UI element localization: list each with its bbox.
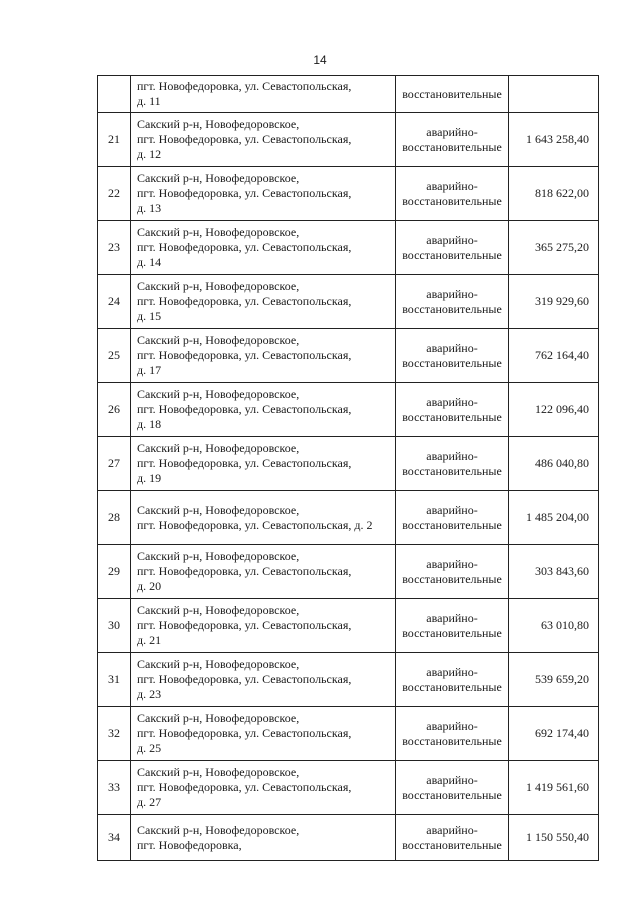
work-kind-cell — [396, 437, 509, 491]
amount-cell: 486 040,80 — [509, 437, 599, 491]
table-row — [98, 383, 599, 437]
work-kind-line: восстановительные — [402, 86, 502, 101]
amount-cell: 365 275,20 — [509, 221, 599, 275]
address-line: Сакский р-н, Новофедоровское, — [137, 603, 300, 617]
address-line: пгт. Новофедоровка, ул. Севастопольская, — [137, 348, 352, 362]
amount-cell: 303 843,60 — [509, 545, 599, 599]
table-row — [98, 545, 599, 599]
address-line: пгт. Новофедоровка, ул. Севастопольская, — [137, 240, 352, 254]
work-kind-cell — [396, 167, 509, 221]
amount-cell: 762 164,40 — [509, 329, 599, 383]
address-cell — [131, 221, 396, 275]
table-row — [98, 167, 599, 221]
work-kind-line: аварийно- — [426, 664, 478, 679]
address-line: пгт. Новофедоровка, ул. Севастопольская, — [137, 618, 352, 632]
table-row — [98, 275, 599, 329]
table-row-continued — [98, 76, 599, 113]
address-cell — [131, 167, 396, 221]
address-line: пгт. Новофедоровка, ул. Севастопольская, — [137, 456, 352, 470]
work-kind-cell — [396, 599, 509, 653]
row-number-cell: 30 — [98, 599, 131, 653]
row-number-cell: 25 — [98, 329, 131, 383]
address-cell — [131, 329, 396, 383]
work-kind-cell — [396, 221, 509, 275]
page-number: 14 — [313, 53, 327, 67]
address-line: Сакский р-н, Новофедоровское, — [137, 657, 300, 671]
works-table-body — [98, 76, 599, 861]
address-line: Сакский р-н, Новофедоровское, — [137, 279, 300, 293]
work-kind-line: аварийно- — [426, 610, 478, 625]
work-kind-line: аварийно- — [426, 822, 478, 837]
address-line: Сакский р-н, Новофедоровское, — [137, 333, 300, 347]
work-kind-line: восстановительные — [402, 679, 502, 694]
address-cell — [131, 815, 396, 861]
work-kind-line: восстановительные — [402, 571, 502, 586]
row-number-cell: 32 — [98, 707, 131, 761]
address-cell — [131, 599, 396, 653]
table-row — [98, 599, 599, 653]
address-line: д. 19 — [137, 471, 162, 485]
amount-cell: 539 659,20 — [509, 653, 599, 707]
address-line: д. 23 — [137, 687, 162, 701]
table-row — [98, 761, 599, 815]
work-kind-line: восстановительные — [402, 193, 502, 208]
address-line: пгт. Новофедоровка, ул. Севастопольская, — [137, 726, 352, 740]
address-cell — [131, 707, 396, 761]
address-line: Сакский р-н, Новофедоровское, — [137, 502, 300, 517]
work-kind-cell — [396, 329, 509, 383]
work-kind-line: восстановительные — [402, 733, 502, 748]
address-line: д. 18 — [137, 417, 162, 431]
address-line: Сакский р-н, Новофедоровское, — [137, 822, 300, 837]
amount-cell: 63 010,80 — [509, 599, 599, 653]
work-kind-line: восстановительные — [402, 625, 502, 640]
table-row — [98, 653, 599, 707]
address-cell — [131, 383, 396, 437]
table-row — [98, 707, 599, 761]
address-line: д. 13 — [137, 201, 162, 215]
row-number-cell: 24 — [98, 275, 131, 329]
address-line: д. 20 — [137, 579, 162, 593]
work-kind-line: восстановительные — [402, 787, 502, 802]
work-kind-line: аварийно- — [426, 718, 478, 733]
work-kind-cell — [396, 707, 509, 761]
row-number-cell: 22 — [98, 167, 131, 221]
address-line: Сакский р-н, Новофедоровское, — [137, 441, 300, 455]
address-line: д. 14 — [137, 255, 162, 269]
address-cell — [131, 113, 396, 167]
work-kind-line: аварийно- — [426, 124, 478, 139]
work-kind-line: восстановительные — [402, 463, 502, 478]
row-number-cell: 34 — [98, 815, 131, 861]
address-line: д. 17 — [137, 363, 162, 377]
work-kind-cell — [396, 815, 509, 861]
address-line: пгт. Новофедоровка, ул. Севастопольская, — [137, 186, 352, 200]
address-line: Сакский р-н, Новофедоровское, — [137, 387, 300, 401]
work-kind-line: аварийно- — [426, 502, 478, 517]
address-cell — [131, 275, 396, 329]
address-line: Сакский р-н, Новофедоровское, — [137, 171, 300, 185]
row-number-cell: 29 — [98, 545, 131, 599]
work-kind-line: аварийно- — [426, 178, 478, 193]
work-kind-cell — [396, 383, 509, 437]
address-line: Сакский р-н, Новофедоровское, — [137, 711, 300, 725]
work-kind-line: восстановительные — [402, 517, 502, 532]
amount-cell: 319 929,60 — [509, 275, 599, 329]
work-kind-cell — [396, 545, 509, 599]
address-line: д. 12 — [137, 147, 162, 161]
address-cell — [131, 76, 396, 113]
amount-cell: 1 485 204,00 — [509, 491, 599, 545]
address-line: д. 27 — [137, 795, 162, 809]
address-line: Сакский р-н, Новофедоровское, — [137, 117, 300, 131]
row-number-cell: 27 — [98, 437, 131, 491]
work-kind-line: аварийно- — [426, 448, 478, 463]
work-kind-line: восстановительные — [402, 139, 502, 154]
amount-cell: 122 096,40 — [509, 383, 599, 437]
address-line: д. 15 — [137, 309, 162, 323]
address-line: д. 25 — [137, 741, 162, 755]
work-kind-line: восстановительные — [402, 837, 502, 852]
amount-cell: 818 622,00 — [509, 167, 599, 221]
address-line: пгт. Новофедоровка, ул. Севастопольская, д. 2 — [137, 517, 373, 532]
address-line: пгт. Новофедоровка, ул. Севастопольская, — [137, 79, 352, 93]
table-row — [98, 221, 599, 275]
work-kind-cell — [396, 113, 509, 167]
address-cell — [131, 653, 396, 707]
work-kind-line: аварийно- — [426, 772, 478, 787]
table-row — [98, 437, 599, 491]
work-kind-cell — [396, 275, 509, 329]
address-line: пгт. Новофедоровка, ул. Севастопольская, — [137, 672, 352, 686]
table-row — [98, 329, 599, 383]
work-kind-cell — [396, 76, 509, 113]
address-line: Сакский р-н, Новофедоровское, — [137, 225, 300, 239]
work-kind-line: аварийно- — [426, 394, 478, 409]
address-line: Сакский р-н, Новофедоровское, — [137, 549, 300, 563]
amount-cell: 1 643 258,40 — [509, 113, 599, 167]
table-row — [98, 491, 599, 545]
table-row — [98, 113, 599, 167]
address-cell — [131, 545, 396, 599]
row-number-cell: 33 — [98, 761, 131, 815]
table-row — [98, 815, 599, 861]
address-cell — [131, 761, 396, 815]
address-line: пгт. Новофедоровка, — [137, 837, 242, 852]
row-number-cell — [98, 76, 131, 113]
address-line: пгт. Новофедоровка, ул. Севастопольская, — [137, 294, 352, 308]
address-cell — [131, 437, 396, 491]
works-table — [97, 75, 599, 861]
amount-cell: 1 150 550,40 — [509, 815, 599, 861]
amount-cell: 1 419 561,60 — [509, 761, 599, 815]
work-kind-line: восстановительные — [402, 247, 502, 262]
work-kind-cell — [396, 653, 509, 707]
address-cell — [131, 491, 396, 545]
address-line: пгт. Новофедоровка, ул. Севастопольская, — [137, 132, 352, 146]
amount-cell: 692 174,40 — [509, 707, 599, 761]
row-number-cell: 31 — [98, 653, 131, 707]
work-kind-line: восстановительные — [402, 301, 502, 316]
row-number-cell: 26 — [98, 383, 131, 437]
address-line: пгт. Новофедоровка, ул. Севастопольская, — [137, 780, 352, 794]
address-line: д. 11 — [137, 94, 161, 108]
work-kind-cell — [396, 491, 509, 545]
work-kind-cell — [396, 761, 509, 815]
work-kind-line: аварийно- — [426, 232, 478, 247]
work-kind-line: аварийно- — [426, 340, 478, 355]
work-kind-line: восстановительные — [402, 409, 502, 424]
work-kind-line: восстановительные — [402, 355, 502, 370]
address-line: пгт. Новофедоровка, ул. Севастопольская, — [137, 402, 352, 416]
address-line: пгт. Новофедоровка, ул. Севастопольская, — [137, 564, 352, 578]
row-number-cell: 28 — [98, 491, 131, 545]
address-line: д. 21 — [137, 633, 162, 647]
address-line: Сакский р-н, Новофедоровское, — [137, 765, 300, 779]
work-kind-line: аварийно- — [426, 286, 478, 301]
amount-cell — [509, 76, 599, 113]
row-number-cell: 21 — [98, 113, 131, 167]
work-kind-line: аварийно- — [426, 556, 478, 571]
row-number-cell: 23 — [98, 221, 131, 275]
